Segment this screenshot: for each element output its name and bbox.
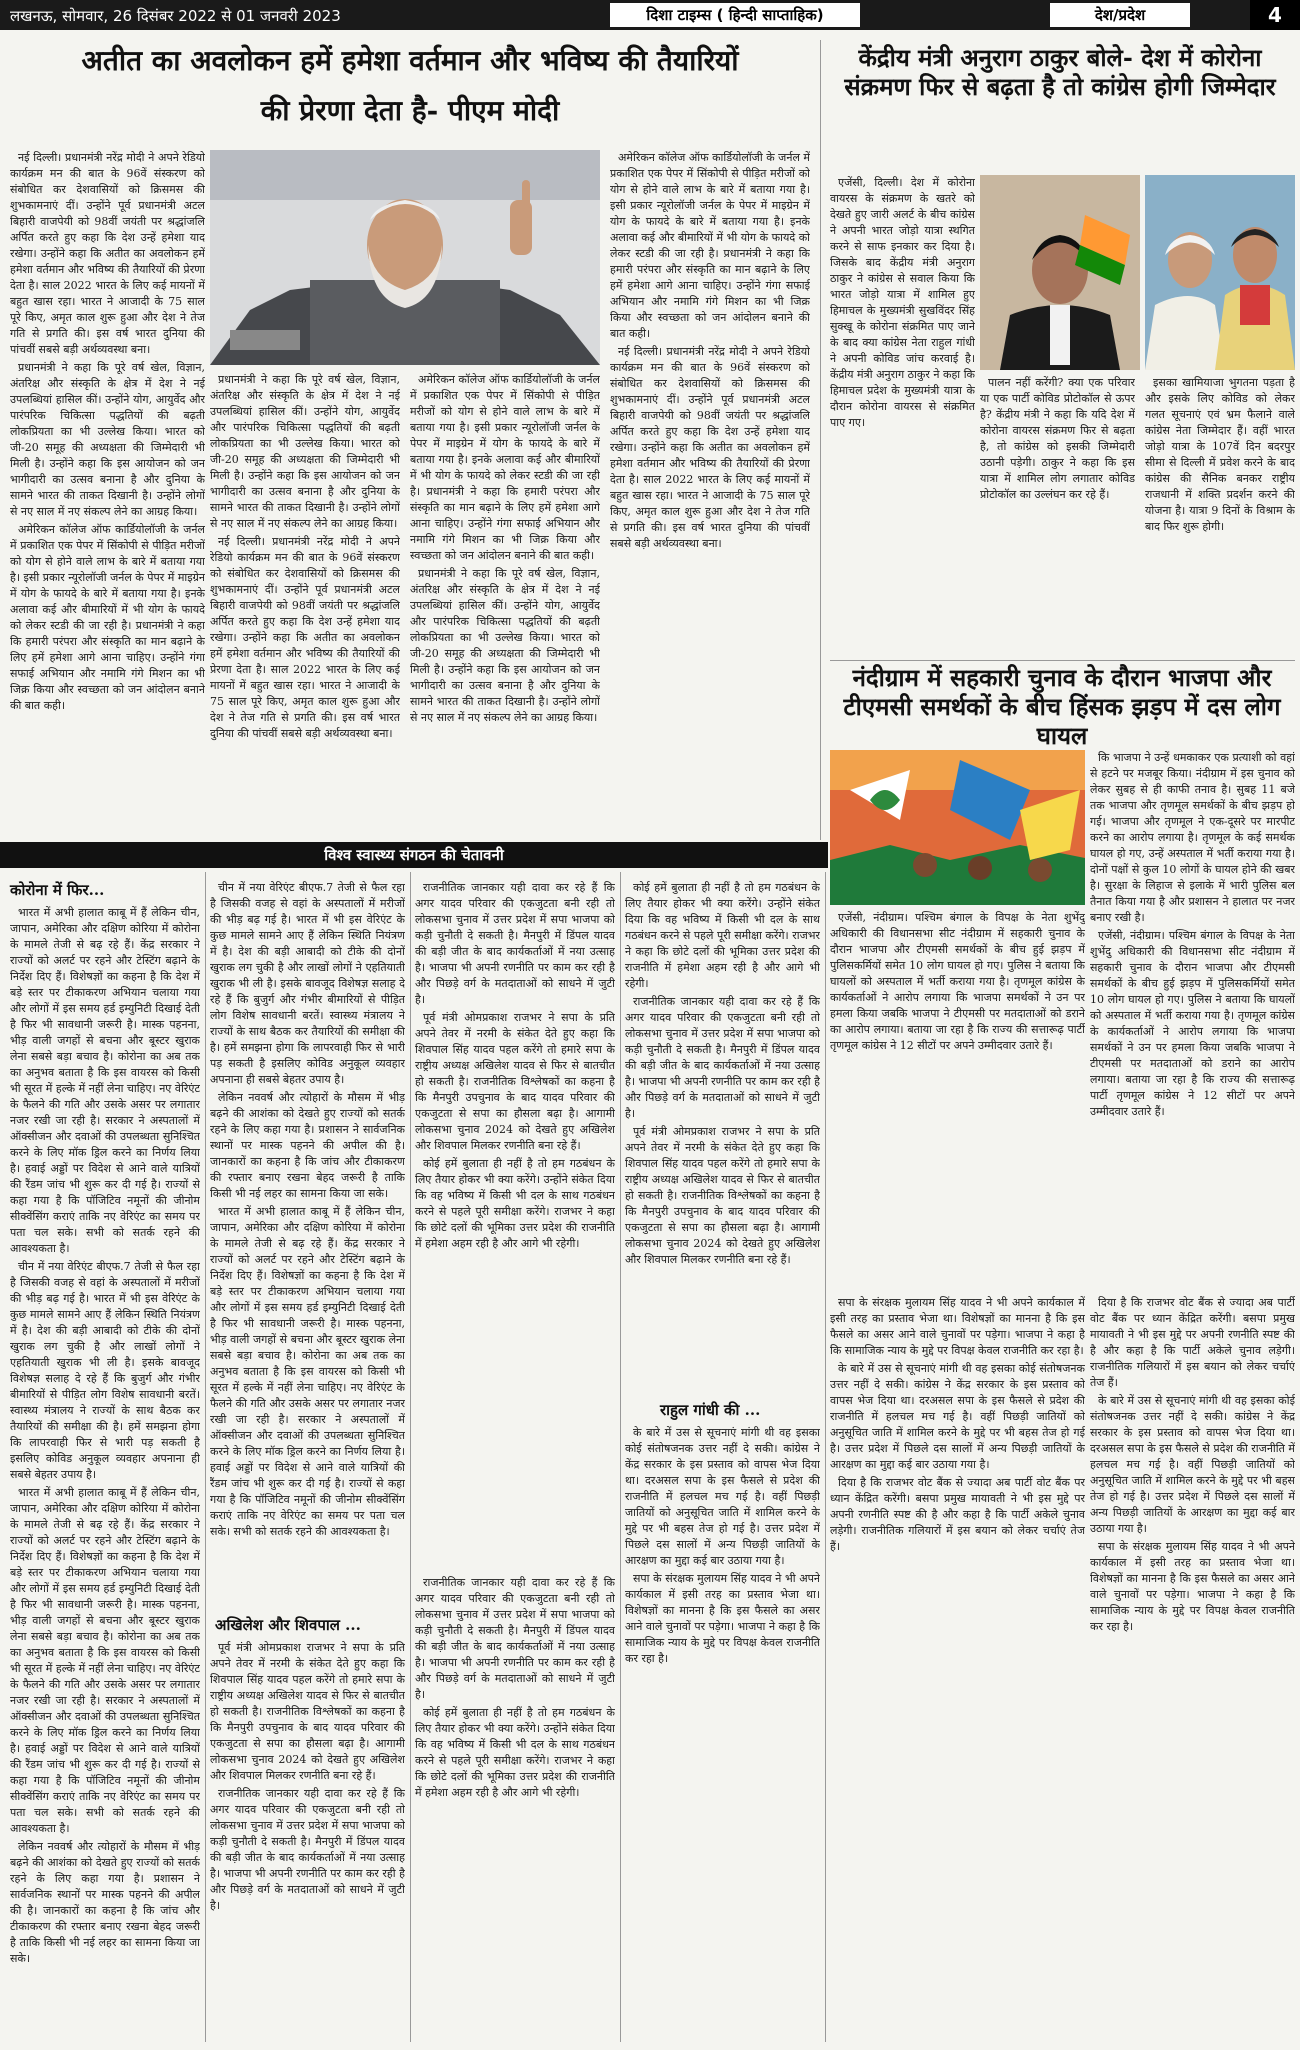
corona-heading: कोरोना में फिर... (10, 881, 105, 899)
corona-text-col2: चीन में नया वेरिएंट बीएफ.7 तेजी से फैल रहा है जिसकी वजह से वहां के अस्पतालों में मरीजों की भीड़ बढ़ गई है। भारत में भी इस वेरिएंट के कुछ मामले सामने आए हैं लेकिन स्थिति नियंत्रण में है। देश की बड़ी आबादी को टीके की दोनों खुराक लग चुकी है और लाखों लोगों ने एहतियाती खुराक भी ली है। इसके बावजूद विशेषज्ञ सलाह दे रहे हैं कि बुजुर्ग और गंभीर बीमारियों से पीड़ित लोग विशेष सावधानी बरतें। स्वास्थ्य मंत्रालय ने राज्यों के साथ बैठक कर तैयारियों की समीक्षा की है। हमें समझना होगा कि लापरवाही फिर से भारी पड़ सकती है इसलिए कोविड अनुकूल व्यवहार अपनाना ही सबसे बेहतर उपाय है। लेकिन नववर्ष और त्योहारों के मौसम में भीड़ बढ़ने की आशंका को देखते हुए राज्यों को सतर्क रहने के लिए कहा गया है। प्रशासन ने सार्वजनिक स्थानों पर मास्क पहनने की अपील की है। जानकारों का कहना है कि जांच और टीकाकरण की रफ्तार बनाए रखना बेहद जरूरी है ताकि किसी भी नई लहर का सामना किया जा सके। भारत में अभी हालात काबू में हैं लेकिन चीन, जापान, अमेरिका और दक्षिण कोरिया में कोरोना के मामले तेजी से बढ़ रहे हैं। केंद्र सरकार ने राज्यों को अलर्ट पर रहने और टेस्टिंग बढ़ाने के निर्देश दिए हैं। विशेषज्ञों का कहना है कि देश में बड़े स्तर पर टीकाकरण अभियान चलाया गया और लोगों में इस समय हर्ड इम्युनिटी दिखाई देती है फिर भी सावधानी जरूरी है। मास्क पहनना, भीड़ वाली जगहों से बचना और बूस्टर खुराक लेना सबसे बड़ा बचाव है। कोरोना का अब तक का अनुभव बताता है कि इस वायरस को किसी भी सूरत में हल्के में नहीं लेना चाहिए। नए वेरिएंट के फैलने की गति और उसके असर पर लगातार नजर रखी जा रही है। सरकार ने अस्पतालों में ऑक्सीजन और दवाओं की उपलब्धता सुनिश्चित करने के लिए मॉक ड्रिल करने का निर्णय लिया है। हवाई अड्डों पर विदेश से आने वाले यात्रियों की रैंडम जांच भी शुरू कर दी गई है। राज्यों से कहा गया है कि पॉजिटिव नमूनों की जीनोम सीक्वेंसिंग कराएं ताकि नए वेरिएंट का समय पर पता चल सके। सभी को सतर्क रहने की आवश्यकता है। (210, 881, 405, 1538)
nandigram-text-col2: कि भाजपा ने उन्हें धमकाकर एक प्रत्याशी को वहां से हटने पर मजबूर किया। नंदीग्राम में इस चुनाव को लेकर सुबह से ही काफी तनाव है। सुबह 11 बजे तक भाजपा और तृणमूल समर्थकों के बीच झड़प हो गई। भाजपा और तृणमूल ने एक-दूसरे पर मारपीट करने का आरोप लगाया है। तृणमूल के कई समर्थक घायल हो गए, उन्हें अस्पताल में भर्ती कराया गया है। दोनों पक्षों से कुल 10 लोगों के घायल होने की खबर है। सुरक्षा के लिहाज से इलाके में भारी पुलिस बल तैनात किया गया है और प्रशासन ने हालात पर नजर बनाए रखी है। एजेंसी, नंदीग्राम। पश्चिम बंगाल के विपक्ष के नेता शुभेंदु अधिकारी की विधानसभा सीट नंदीग्राम में सहकारी चुनाव के दौरान भाजपा और टीएमसी समर्थकों के बीच हुई झड़प में पुलिसकर्मियों समेत 10 लोग घायल हो गए। पुलिस ने बताया कि घायलों को अस्पताल में भर्ती कराया गया है। तृणमूल कांग्रेस के कार्यकर्ताओं ने आरोप लगाया कि भाजपा समर्थकों ने उन पर हमला किया जबकि भाजपा ने टीएमसी पर मतदाताओं को डराने का आरोप लगाया। बताया जा रहा है कि राज्य की सत्तारूढ़ पार्टी तृणमूल कांग्रेस ने 12 सीटों पर अपने उम्मीदवार उतारे हैं। (1090, 751, 1295, 1118)
modi-text-col1: नई दिल्ली। प्रधानमंत्री नरेंद्र मोदी ने अपने रेडियो कार्यक्रम मन की बात के 96वें संस्करण को संबोधित कर देशवासियों को क्रिसमस की शुभकामनाएं दीं। उन्होंने पूर्व प्रधानमंत्री अटल बिहारी वाजपेयी को 98वीं जयंती पर श्रद्धांजलि अर्पित करते हुए कहा कि देश उन्हें हमेशा याद रखेगा। उन्होंने कहा कि अतीत का अवलोकन हमें हमेशा वर्तमान और भविष्य की तैयारियों की प्रेरणा देता है। साल 2022 भारत के लिए कई मायनों में बहुत खास रहा। भारत ने आजादी के 75 साल पूरे किए, अमृत काल शुरू हुआ और देश ने तेज गति से प्रगति की। इस वर्ष भारत दुनिया की पांचवीं सबसे बड़ी अर्थव्यवस्था बना। प्रधानमंत्री ने कहा कि पूरे वर्ष खेल, विज्ञान, अंतरिक्ष और संस्कृति के क्षेत्र में देश ने नई उपलब्धियां हासिल कीं। उन्होंने योग, आयुर्वेद और पारंपरिक चिकित्सा पद्धतियों की बढ़ती लोकप्रियता का भी उल्लेख किया। भारत को जी-20 समूह की अध्यक्षता की जिम्मेदारी भी मिली है। उन्होंने कहा कि इस आयोजन को जन भागीदारी का उत्सव बनाना है और दुनिया के सामने भारत की ताकत दिखानी है। उन्होंने लोगों से नए साल में नए संकल्प लेने का आग्रह किया। अमेरिकन कॉलेज ऑफ कार्डियोलॉजी के जर्नल में प्रकाशित एक पेपर में सिंकोपी से पीड़ित मरीजों को योग से होने वाले लाभ के बारे में बताया गया है। इसी प्रकार न्यूरोलॉजी जर्नल के पेपर में माइग्रेन में योग के फायदे के बारे में बताया गया है। इनके अलावा कई और बीमारियों में भी योग के फायदे को लेकर स्टडी की जा रही है। प्रधानमंत्री ने कहा कि हमारी परंपरा और संस्कृति का मान बढ़ाने के लिए हमें हमेशा आगे आना चाहिए। उन्होंने गंगा सफाई अभियान और नमामि गंगे मिशन का भी जिक्र किया और स्वच्छता को जन आंदोलन बनाने की बात कही। (10, 151, 205, 712)
akhilesh-heading: अखिलेश और शिवपाल ... (215, 1616, 361, 1634)
section-label: देश/प्रदेश (1050, 3, 1190, 27)
section-band: विश्व स्वास्थ्य संगठन की चेतावनी (0, 842, 828, 868)
rahul-text-col3: दिया है कि राजभर वोट बैंक से ज्यादा अब पार्टी वोट बैंक पर ध्यान केंद्रित करेंगी। बसपा प्रमुख मायावती ने भी इस मुद्दे पर अपनी रणनीति स्पष्ट की है और कहा है कि पार्टी अकेले चुनाव लड़ेगी। राजनीतिक गलियारों में इस बयान को लेकर चर्चाएं तेज हैं। के बारे में उस से सूचनाएं मांगी थी वह इसका कोई संतोषजनक उत्तर नहीं दे सकी। कांग्रेस ने केंद्र सरकार के इस प्रस्ताव को वापस भेज दिया था। दरअसल सपा के इस फैसले से प्रदेश की राजनीति में हलचल मच गई है। वहीं पिछड़ी जातियों को अनुसूचित जाति में शामिल करने के मुद्दे पर भी बहस तेज हो गई है। उत्तर प्रदेश में पिछले दस सालों में अन्य पिछड़ी जातियों के आरक्षण का मुद्दा कई बार उठाया गया है। सपा के संरक्षक मुलायम सिंह यादव ने भी अपने कार्यकाल में इसी तरह का प्रस्ताव भेजा था। विशेषज्ञों का मानना है कि इस फैसले का असर आने वाले चुनावों पर पड़ेगा। भाजपा ने कहा है कि सामाजिक न्याय के मुद्दे पर विपक्ष केवल राजनीति कर रहा है। (1090, 1296, 1295, 1633)
modi-text-col4: अमेरिकन कॉलेज ऑफ कार्डियोलॉजी के जर्नल में प्रकाशित एक पेपर में सिंकोपी से पीड़ित मरीजों को योग से होने वाले लाभ के बारे में बताया गया है। इसी प्रकार न्यूरोलॉजी जर्नल के पेपर में माइग्रेन में योग के फायदे के बारे में बताया गया है। इनके अलावा कई और बीमारियों में भी योग के फायदे को लेकर स्टडी की जा रही है। प्रधानमंत्री ने कहा कि हमारी परंपरा और संस्कृति का मान बढ़ाने के लिए हमें हमेशा आगे आना चाहिए। उन्होंने गंगा सफाई अभियान और नमामि गंगे मिशन का भी जिक्र किया और स्वच्छता को जन आंदोलन बनाने की बात कही। नई दिल्ली। प्रधानमंत्री नरेंद्र मोदी ने अपने रेडियो कार्यक्रम मन की बात के 96वें संस्करण को संबोधित कर देशवासियों को क्रिसमस की शुभकामनाएं दीं। उन्होंने पूर्व प्रधानमंत्री अटल बिहारी वाजपेयी को 98वीं जयंती पर श्रद्धांजलि अर्पित करते हुए कहा कि देश उन्हें हमेशा याद रखेगा। उन्होंने कहा कि अतीत का अवलोकन हमें हमेशा वर्तमान और भविष्य की तैयारियों की प्रेरणा देता है। साल 2022 भारत के लिए कई मायनों में बहुत खास रहा। भारत ने आजादी के 75 साल पूरे किए, अमृत काल शुरू हुआ और देश ने तेज गति से प्रगति की। इस वर्ष भारत दुनिया की पांचवीं सबसे बड़ी अर्थव्यवस्था बना। (610, 151, 810, 550)
corona-text-col1: भारत में अभी हालात काबू में हैं लेकिन चीन, जापान, अमेरिका और दक्षिण कोरिया में कोरोना के मामले तेजी से बढ़ रहे हैं। केंद्र सरकार ने राज्यों को अलर्ट पर रहने और टेस्टिंग बढ़ाने के निर्देश दिए हैं। विशेषज्ञों का कहना है कि देश में बड़े स्तर पर टीकाकरण अभियान चलाया गया और लोगों में इस समय हर्ड इम्युनिटी दिखाई देती है फिर भी सावधानी जरूरी है। मास्क पहनना, भीड़ वाली जगहों से बचना और बूस्टर खुराक लेना सबसे बड़ा बचाव है। कोरोना का अब तक का अनुभव बताता है कि इस वायरस को किसी भी सूरत में हल्के में नहीं लेना चाहिए। नए वेरिएंट के फैलने की गति और उसके असर पर लगातार नजर रखी जा रही है। सरकार ने अस्पतालों में ऑक्सीजन और दवाओं की उपलब्धता सुनिश्चित करने के लिए मॉक ड्रिल करने का निर्णय लिया है। हवाई अड्डों पर विदेश से आने वाले यात्रियों की रैंडम जांच भी शुरू कर दी गई है। राज्यों से कहा गया है कि पॉजिटिव नमूनों की जीनोम सीक्वेंसिंग कराएं ताकि नए वेरिएंट का समय पर पता चल सके। सभी को सतर्क रहने की आवश्यकता है। चीन में नया वेरिएंट बीएफ.7 तेजी से फैल रहा है जिसकी वजह से वहां के अस्पतालों में मरीजों की भीड़ बढ़ गई है। भारत में भी इस वेरिएंट के कुछ मामले सामने आए हैं लेकिन स्थिति नियंत्रण में है। देश की बड़ी आबादी को टीके की दोनों खुराक लग चुकी है और लाखों लोगों ने एहतियाती खुराक भी ली है। इसके बावजूद विशेषज्ञ सलाह दे रहे हैं कि बुजुर्ग और गंभीर बीमारियों से पीड़ित लोग विशेष सावधानी बरतें। स्वास्थ्य मंत्रालय ने राज्यों के साथ बैठक कर तैयारियों की समीक्षा की है। हमें समझना होगा कि लापरवाही फिर से भारी पड़ सकती है इसलिए कोविड अनुकूल व्यवहार अपनाना ही सबसे बेहतर उपाय है। भारत में अभी हालात काबू में हैं लेकिन चीन, जापान, अमेरिका और दक्षिण कोरिया में कोरोना के मामले तेजी से बढ़ रहे हैं। केंद्र सरकार ने राज्यों को अलर्ट पर रहने और टेस्टिंग बढ़ाने के निर्देश दिए हैं। विशेषज्ञों का कहना है कि देश में बड़े स्तर पर टीकाकरण अभियान चलाया गया और लोगों में इस समय हर्ड इम्युनिटी दिखाई देती है फिर भी सावधानी जरूरी है। मास्क पहनना, भीड़ वाली जगहों से बचना और बूस्टर खुराक लेना सबसे बड़ा बचाव है। कोरोना का अब तक का अनुभव बताता है कि इस वायरस को किसी भी सूरत में हल्के में नहीं लेना चाहिए। नए वेरिएंट के फैलने की गति और उसके असर पर लगातार नजर रखी जा रही है। सरकार ने अस्पतालों में ऑक्सीजन और दवाओं की उपलब्धता सुनिश्चित करने के लिए मॉक ड्रिल करने का निर्णय लिया है। हवाई अड्डों पर विदेश से आने वाले यात्रियों की रैंडम जांच भी शुरू कर दी गई है। राज्यों से कहा गया है कि पॉजिटिव नमूनों की जीनोम सीक्वेंसिंग कराएं ताकि नए वेरिएंट का समय पर पता चल सके। सभी को सतर्क रहने की आवश्यकता है। लेकिन नववर्ष और त्योहारों के मौसम में भीड़ बढ़ने की आशंका को देखते हुए राज्यों को सतर्क रहने के लिए कहा गया है। प्रशासन ने सार्वजनिक स्थानों पर मास्क पहनने की अपील की है। जानकारों का कहना है कि जांच और टीकाकरण की रफ्तार बनाए रखना बेहद जरूरी है ताकि किसी भी नई लहर का सामना किया जा सके। (10, 906, 200, 1965)
thakur-text-col3: इसका खामियाजा भुगतना पड़ता है और इसके लिए कोविड को लेकर गलत सूचनाएं एवं भ्रम फैलाने वाले कांग्रेस नेता जिम्मेदार हैं। वहीं भारत जोड़ो यात्रा के 107वें दिन बदरपुर सीमा से दिल्ली में प्रवेश करने के बाद कांग्रेस की सैनिक बनकर राष्ट्रीय राजधानी में शक्ति प्रदर्शन करने की योजना है। यात्रा 9 दिनों के विश्राम के बाद फिर शुरू होगी। (1145, 376, 1295, 533)
thakur-text-col1: एजेंसी, दिल्ली। देश में कोरोना वायरस के संक्रमण के खतरे को देखते हुए जारी अलर्ट के बीच कांग्रेस ने अपनी भारत जोड़ो यात्रा स्थगित करने से साफ इनकार कर दिया है। जिसके बाद केंद्रीय मंत्री अनुराग ठाकुर ने कांग्रेस से सवाल किया कि भारत जोड़ो यात्रा में शामिल हुए हिमाचल के मुख्यमंत्री सुखविंदर सिंह सुक्खू के कोरोना संक्रमित पाए जाने के बाद क्या कांग्रेस नेता राहुल गांधी ने अपनी कोविड जांच करवाई है। केंद्रीय मंत्री अनुराग ठाकुर ने कहा कि हिमाचल प्रदेश के मुख्यमंत्री यात्रा के दौरान कोरोना वायरस से संक्रमित पाए गए। (830, 176, 975, 429)
modi-text-col3: अमेरिकन कॉलेज ऑफ कार्डियोलॉजी के जर्नल में प्रकाशित एक पेपर में सिंकोपी से पीड़ित मरीजों को योग से होने वाले लाभ के बारे में बताया गया है। इसी प्रकार न्यूरोलॉजी जर्नल के पेपर में माइग्रेन में योग के फायदे के बारे में बताया गया है। इनके अलावा कई और बीमारियों में भी योग के फायदे को लेकर स्टडी की जा रही है। प्रधानमंत्री ने कहा कि हमारी परंपरा और संस्कृति का मान बढ़ाने के लिए हमें हमेशा आगे आना चाहिए। उन्होंने गंगा सफाई अभियान और नमामि गंगे मिशन का भी जिक्र किया और स्वच्छता को जन आंदोलन बनाने की बात कही। प्रधानमंत्री ने कहा कि पूरे वर्ष खेल, विज्ञान, अंतरिक्ष और संस्कृति के क्षेत्र में देश ने नई उपलब्धियां हासिल कीं। उन्होंने योग, आयुर्वेद और पारंपरिक चिकित्सा पद्धतियों की बढ़ती लोकप्रियता का भी उल्लेख किया। भारत को जी-20 समूह की अध्यक्षता की जिम्मेदारी भी मिली है। उन्होंने कहा कि इस आयोजन को जन भागीदारी का उत्सव बनाना है और दुनिया के सामने भारत की ताकत दिखानी है। उन्होंने लोगों से नए साल में नए संकल्प लेने का आग्रह किया। (410, 373, 600, 724)
paper-name: दिशा टाइम्स ( हिन्दी साप्ताहिक) (610, 3, 860, 27)
page-number: 4 (1250, 0, 1300, 30)
modi-headline-line2: की प्रेरणा देता है- पीएम मोदी (260, 94, 560, 127)
masthead (0, 0, 1300, 30)
nandigram-text-col1: एजेंसी, नंदीग्राम। पश्चिम बंगाल के विपक्ष के नेता शुभेंदु अधिकारी की विधानसभा सीट नंदीग्राम में सहकारी चुनाव के दौरान भाजपा और टीएमसी समर्थकों के बीच हुई झड़प में पुलिसकर्मियों समेत 10 लोग घायल हो गए। पुलिस ने बताया कि घायलों को अस्पताल में भर्ती कराया गया है। तृणमूल कांग्रेस के कार्यकर्ताओं ने आरोप लगाया कि भाजपा समर्थकों ने उन पर हमला किया जबकि भाजपा ने टीएमसी पर मतदाताओं को डराने का आरोप लगाया। बताया जा रहा है कि राज्य की सत्तारूढ़ पार्टी तृणमूल कांग्रेस ने 12 सीटों पर अपने उम्मीदवार उतारे हैं। (830, 911, 1085, 1052)
akhilesh-upper-col: राजनीतिक जानकार यही दावा कर रहे हैं कि अगर यादव परिवार की एकजुटता बनी रही तो लोकसभा चुनाव में उत्तर प्रदेश में सपा भाजपा को कड़ी चुनौती दे सकती है। मैनपुरी में डिंपल यादव की बड़ी जीत के बाद कार्यकर्ताओं में नया उत्साह है। भाजपा भी अपनी रणनीति पर काम कर रही है और पिछड़े वर्ग के मतदाताओं को साधने में जुटी है। पूर्व मंत्री ओमप्रकाश राजभर ने सपा के प्रति अपने तेवर में नरमी के संकेत देते हुए कहा कि शिवपाल सिंह यादव पहल करेंगे तो हमारे सपा के राष्ट्रीय अध्यक्ष अखिलेश यादव से फिर से बातचीत हो सकती है। राजनीतिक विश्लेषकों का कहना है कि मैनपुरी उपचुनाव के बाद यादव परिवार की एकजुटता से सपा का हौसला बढ़ा है। आगामी लोकसभा चुनाव 2024 को देखते हुए अखिलेश और शिवपाल मिलकर रणनीति बना रहे हैं। कोई हमें बुलाता ही नहीं है तो हम गठबंधन के लिए तैयार होकर भी क्या करेंगे। उन्होंने संकेत दिया कि वह भविष्य में किसी भी दल के साथ गठबंधन करने से पहले पूरी समीक्षा करेंगे। राजभर ने कहा कि छोटे दलों की भूमिका उत्तर प्रदेश की राजनीति में हमेशा अहम रही है और आगे भी रहेगी। (415, 881, 615, 1250)
rahul-text-col2: सपा के संरक्षक मुलायम सिंह यादव ने भी अपने कार्यकाल में इसी तरह का प्रस्ताव भेजा था। विशेषज्ञों का मानना है कि इस फैसले का असर आने वाले चुनावों पर पड़ेगा। भाजपा ने कहा है कि सामाजिक न्याय के मुद्दे पर विपक्ष केवल राजनीति कर रहा है। के बारे में उस से सूचनाएं मांगी थी वह इसका कोई संतोषजनक उत्तर नहीं दे सकी। कांग्रेस ने केंद्र सरकार के इस प्रस्ताव को वापस भेज दिया था। दरअसल सपा के इस फैसले से प्रदेश की राजनीति में हलचल मच गई है। वहीं पिछड़ी जातियों को अनुसूचित जाति में शामिल करने के मुद्दे पर भी बहस तेज हो गई है। उत्तर प्रदेश में पिछले दस सालों में अन्य पिछड़ी जातियों के आरक्षण का मुद्दा कई बार उठाया गया है। दिया है कि राजभर वोट बैंक से ज्यादा अब पार्टी वोट बैंक पर ध्यान केंद्रित करेंगी। बसपा प्रमुख मायावती ने भी इस मुद्दे पर अपनी रणनीति स्पष्ट की है और कहा है कि पार्टी अकेले चुनाव लड़ेगी। राजनीतिक गलियारों में इस बयान को लेकर चर्चाएं तेज हैं। (830, 1296, 1085, 1553)
nandigram-photo (830, 750, 1085, 905)
rahul-heading: राहुल गांधी की ... (660, 1401, 761, 1419)
modi-text-col2: प्रधानमंत्री ने कहा कि पूरे वर्ष खेल, विज्ञान, अंतरिक्ष और संस्कृति के क्षेत्र में देश ने नई उपलब्धियां हासिल कीं। उन्होंने योग, आयुर्वेद और पारंपरिक चिकित्सा पद्धतियों की बढ़ती लोकप्रियता का भी उल्लेख किया। भारत को जी-20 समूह की अध्यक्षता की जिम्मेदारी भी मिली है। उन्होंने कहा कि इस आयोजन को जन भागीदारी का उत्सव बनाना है और दुनिया के सामने भारत की ताकत दिखानी है। उन्होंने लोगों से नए साल में नए संकल्प लेने का आग्रह किया। नई दिल्ली। प्रधानमंत्री नरेंद्र मोदी ने अपने रेडियो कार्यक्रम मन की बात के 96वें संस्करण को संबोधित कर देशवासियों को क्रिसमस की शुभकामनाएं दीं। उन्होंने पूर्व प्रधानमंत्री अटल बिहारी वाजपेयी को 98वीं जयंती पर श्रद्धांजलि अर्पित करते हुए कहा कि देश उन्हें हमेशा याद रखेगा। उन्होंने कहा कि अतीत का अवलोकन हमें हमेशा वर्तमान और भविष्य की तैयारियों की प्रेरणा देता है। साल 2022 भारत के लिए कई मायनों में बहुत खास रहा। भारत ने आजादी के 75 साल पूरे किए, अमृत काल शुरू हुआ और देश ने तेज गति से प्रगति की। इस वर्ष भारत दुनिया की पांचवीं सबसे बड़ी अर्थव्यवस्था बना। (210, 373, 400, 740)
akhilesh-upper-col2: कोई हमें बुलाता ही नहीं है तो हम गठबंधन के लिए तैयार होकर भी क्या करेंगे। उन्होंने संकेत दिया कि वह भविष्य में किसी भी दल के साथ गठबंधन करने से पहले पूरी समीक्षा करेंगे। राजभर ने कहा कि छोटे दलों की भूमिका उत्तर प्रदेश की राजनीति में हमेशा अहम रही है और आगे भी रहेगी। राजनीतिक जानकार यही दावा कर रहे हैं कि अगर यादव परिवार की एकजुटता बनी रही तो लोकसभा चुनाव में उत्तर प्रदेश में सपा भाजपा को कड़ी चुनौती दे सकती है। मैनपुरी में डिंपल यादव की बड़ी जीत के बाद कार्यकर्ताओं में नया उत्साह है। भाजपा भी अपनी रणनीति पर काम कर रही है और पिछड़े वर्ग के मतदाताओं को साधने में जुटी है। पूर्व मंत्री ओमप्रकाश राजभर ने सपा के प्रति अपने तेवर में नरमी के संकेत देते हुए कहा कि शिवपाल सिंह यादव पहल करेंगे तो हमारे सपा के राष्ट्रीय अध्यक्ष अखिलेश यादव से फिर से बातचीत हो सकती है। राजनीतिक विश्लेषकों का कहना है कि मैनपुरी उपचुनाव के बाद यादव परिवार की एकजुटता से सपा का हौसला बढ़ा है। आगामी लोकसभा चुनाव 2024 को देखते हुए अखिलेश और शिवपाल मिलकर रणनीति बना रहे हैं। (625, 881, 820, 1266)
thakur-text-col2: पालन नहीं करेंगी? क्या एक परिवार या एक पार्टी कोविड प्रोटोकॉल से ऊपर है? केंद्रीय मंत्री ने कहा कि यदि देश में कोरोना वायरस संक्रमण फिर से बढ़ता है, तो कांग्रेस को इसकी जिम्मेदारी उठानी पड़ेगी। ठाकुर ने कहा कि इस यात्रा में शामिल लोग लगातार कोविड प्रोटोकॉल का उल्लंघन कर रहे हैं। (980, 376, 1135, 501)
akhilesh-text-col2: राजनीतिक जानकार यही दावा कर रहे हैं कि अगर यादव परिवार की एकजुटता बनी रही तो लोकसभा चुनाव में उत्तर प्रदेश में सपा भाजपा को कड़ी चुनौती दे सकती है। मैनपुरी में डिंपल यादव की बड़ी जीत के बाद कार्यकर्ताओं में नया उत्साह है। भाजपा भी अपनी रणनीति पर काम कर रही है और पिछड़े वर्ग के मतदाताओं को साधने में जुटी है। कोई हमें बुलाता ही नहीं है तो हम गठबंधन के लिए तैयार होकर भी क्या करेंगे। उन्होंने संकेत दिया कि वह भविष्य में किसी भी दल के साथ गठबंधन करने से पहले पूरी समीक्षा करेंगे। राजभर ने कहा कि छोटे दलों की भूमिका उत्तर प्रदेश की राजनीति में हमेशा अहम रही है और आगे भी रहेगी। (415, 1576, 615, 1799)
akhilesh-text-col1: पूर्व मंत्री ओमप्रकाश राजभर ने सपा के प्रति अपने तेवर में नरमी के संकेत देते हुए कहा कि शिवपाल सिंह यादव पहल करेंगे तो हमारे सपा के राष्ट्रीय अध्यक्ष अखिलेश यादव से फिर से बातचीत हो सकती है। राजनीतिक विश्लेषकों का कहना है कि मैनपुरी उपचुनाव के बाद यादव परिवार की एकजुटता से सपा का हौसला बढ़ा है। आगामी लोकसभा चुनाव 2024 को देखते हुए अखिलेश और शिवपाल मिलकर रणनीति बना रहे हैं। राजनीतिक जानकार यही दावा कर रहे हैं कि अगर यादव परिवार की एकजुटता बनी रही तो लोकसभा चुनाव में उत्तर प्रदेश में सपा भाजपा को कड़ी चुनौती दे सकती है। मैनपुरी में डिंपल यादव की बड़ी जीत के बाद कार्यकर्ताओं में नया उत्साह है। भाजपा भी अपनी रणनीति पर काम कर रही है और पिछड़े वर्ग के मतदाताओं को साधने में जुटी है। (210, 1641, 405, 1912)
modi-photo (210, 150, 600, 365)
nandigram-headline: नंदीग्राम में सहकारी चुनाव के दौरान भाजपा और टीएमसी समर्थकों के बीच हिंसक झड़प में दस लोग घायल (843, 663, 1281, 750)
modi-headline-line1: अतीत का अवलोकन हमें हमेशा वर्तमान और भविष्य की तैयारियों (81, 44, 739, 77)
rahul-text-col1: के बारे में उस से सूचनाएं मांगी थी वह इसका कोई संतोषजनक उत्तर नहीं दे सकी। कांग्रेस ने केंद्र सरकार के इस प्रस्ताव को वापस भेज दिया था। दरअसल सपा के इस फैसले से प्रदेश की राजनीति में हलचल मच गई है। वहीं पिछड़ी जातियों को अनुसूचित जाति में शामिल करने के मुद्दे पर भी बहस तेज हो गई है। उत्तर प्रदेश में पिछले दस सालों में अन्य पिछड़ी जातियों के आरक्षण का मुद्दा कई बार उठाया गया है। सपा के संरक्षक मुलायम सिंह यादव ने भी अपने कार्यकाल में इसी तरह का प्रस्ताव भेजा था। विशेषज्ञों का मानना है कि इस फैसले का असर आने वाले चुनावों पर पड़ेगा। भाजपा ने कहा है कि सामाजिक न्याय के मुद्दे पर विपक्ष केवल राजनीति कर रहा है। (625, 1426, 820, 1665)
thakur-headline: केंद्रीय मंत्री अनुराग ठाकुर बोले- देश में कोरोना संक्रमण फिर से बढ़ता है तो कांग्रेस होगी जिम्मेदार (844, 43, 1276, 101)
thakur-photo (980, 175, 1140, 370)
rahul-photo (1145, 175, 1295, 370)
issue-date: लखनऊ, सोमवार, 26 दिसंबर 2022 से 01 जनवरी 2023 (10, 7, 341, 25)
